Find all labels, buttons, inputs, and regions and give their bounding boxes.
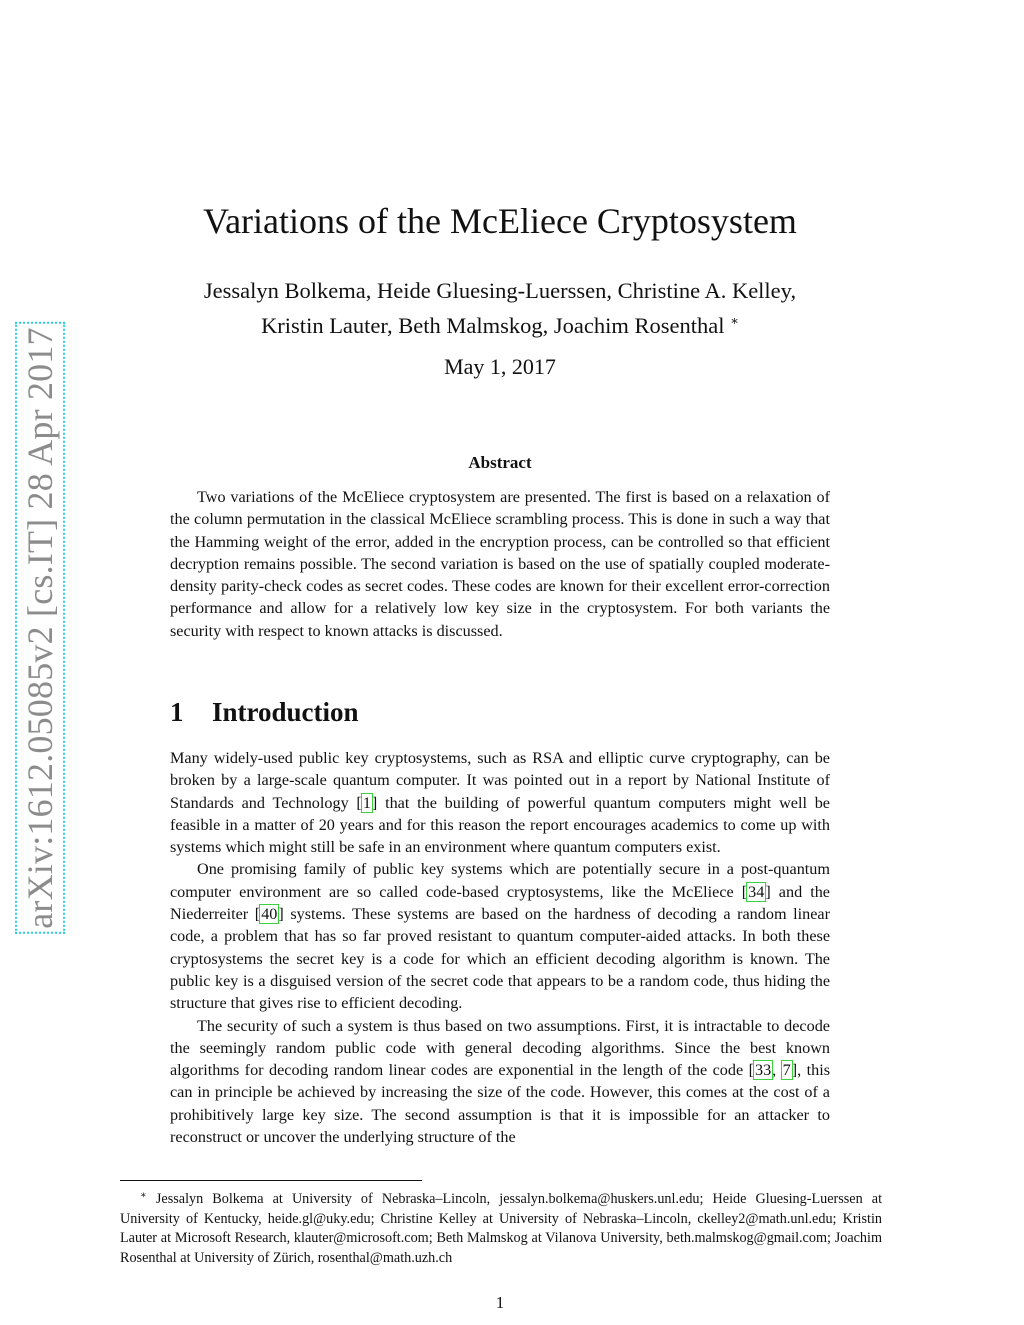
paragraph-1-text-a: Many widely-used public key cryptosystems, such as RSA and elliptic curve cryptography, can be broken by a large-scale quantum computer. It was pointed out in a report by National Institute of Standards and Technology [: [170, 749, 830, 812]
paper-date: May 1, 2017: [444, 354, 556, 379]
section-number: 1: [170, 697, 184, 727]
citation-link-1[interactable]: 1: [362, 793, 371, 812]
abstract-text: Two variations of the McEliece cryptosystem are presented. The first is based on a relaxation of the column permutation in the classical McEliece scrambling process. This is done in such a way that the Hamming weight of the error, added in the encryption process, can be controlled so that efficient decryption remains possible. The second variation is based on the use of spatially coupled moderate-density parity-check codes as secret codes. These codes are known for their excellent error-correction performance and allow for a relatively low key size in the cryptosystem. For both variants the security with respect to known attacks is discussed.: [170, 488, 830, 640]
paragraph-2-text-b: ] and the Niederreiter [: [170, 882, 830, 924]
page-number: 1: [495, 1293, 505, 1312]
paragraph-3-text-b: ], this can in principle be achieved by increasing the size of the code. However, this comes at the cost of a prohibitively large key size. The second assumption is that it is impossible for an attacker to reconstruct or uncover the underlying structure of the: [170, 1061, 831, 1147]
footnote-text: Jessalyn Bolkema at University of Nebraska–Lincoln, jessalyn.bolkema@huskers.unl.edu; Heide Gluesing-Luerssen at University of Kentucky, heide.gl@uky.edu; Christine Kelley at University of Nebraska–Lincoln, ckelley2@math.unl.edu; Kristin Lauter at Microsoft Research, klauter@microsoft.com; Beth Malmskog at Vilanova University, beth.malmskog@gmail.com; Joachim Rosenthal at University of Zürich, rosenthal@math.uzh.ch: [120, 1191, 883, 1266]
citation-link-40[interactable]: 40: [261, 905, 278, 924]
paragraph-2-text-c: ] systems. These systems are based on the hardness of decoding a random linear code, a problem that has so far proved resistant to quantum computer-aided attacks. In both these cryptosystems the secret key is a code for which an efficient decoding algorithm is known. The public key is a disguised version of the secret code that appears to be a random code, thus hiding the structure that gives rise to efficient decoding.: [170, 905, 831, 1013]
section-heading-introduction: [170, 697, 359, 728]
citation-link-34[interactable]: 34: [748, 882, 765, 901]
authors-line-2-text: Kristin Lauter, Beth Malmskog, Joachim Rosenthal: [261, 313, 725, 338]
author-affiliations-footnote: [120, 1186, 882, 1268]
paragraph-2-text-a: One promising family of public key systems which are potentially secure in a post-quantum computer environment are so called code-based cryptosystems, like the McEliece [: [170, 860, 830, 901]
arxiv-identifier-link[interactable]: arXiv:1612.05085v2 [cs.IT] 28 Apr 2017: [20, 327, 60, 929]
paragraph-3-text-a: The security of such a system is thus based on two assumptions. First, it is intractable to decode the seemingly random public code with general decoding algorithms. Since the best known algorithms for decoding random linear codes are exponential in the length of the code [: [170, 1016, 830, 1080]
paragraph-3: [170, 1015, 830, 1149]
citation-link-33[interactable]: 33: [754, 1061, 772, 1080]
section-title: Introduction: [212, 697, 359, 727]
author-list: [0, 276, 1000, 341]
paragraph-1-text-b: ] that the building of powerful quantum computers might well be feasible in a matter of 20 years and for this reason the report encourages academics to come up with systems which might still be safe in an environment where quantum computers exist.: [170, 793, 830, 857]
authors-line-1: Jessalyn Bolkema, Heide Gluesing-Luerssen, Christine A. Kelley,: [203, 278, 797, 303]
citation-separator: ,: [772, 1061, 782, 1080]
paragraph-1: [170, 747, 830, 858]
author-footnote-mark[interactable]: ∗: [730, 313, 739, 328]
paper-title: Variations of the McEliece Cryptosystem: [203, 201, 797, 241]
paragraph-2: [170, 858, 830, 1014]
footnote-rule: [120, 1180, 422, 1181]
abstract-heading: Abstract: [468, 453, 532, 472]
introduction-body: [170, 747, 830, 1148]
authors-line-2: [0, 306, 1000, 341]
footnote-mark: ∗: [140, 1190, 147, 1201]
citation-link-7[interactable]: 7: [782, 1061, 791, 1080]
